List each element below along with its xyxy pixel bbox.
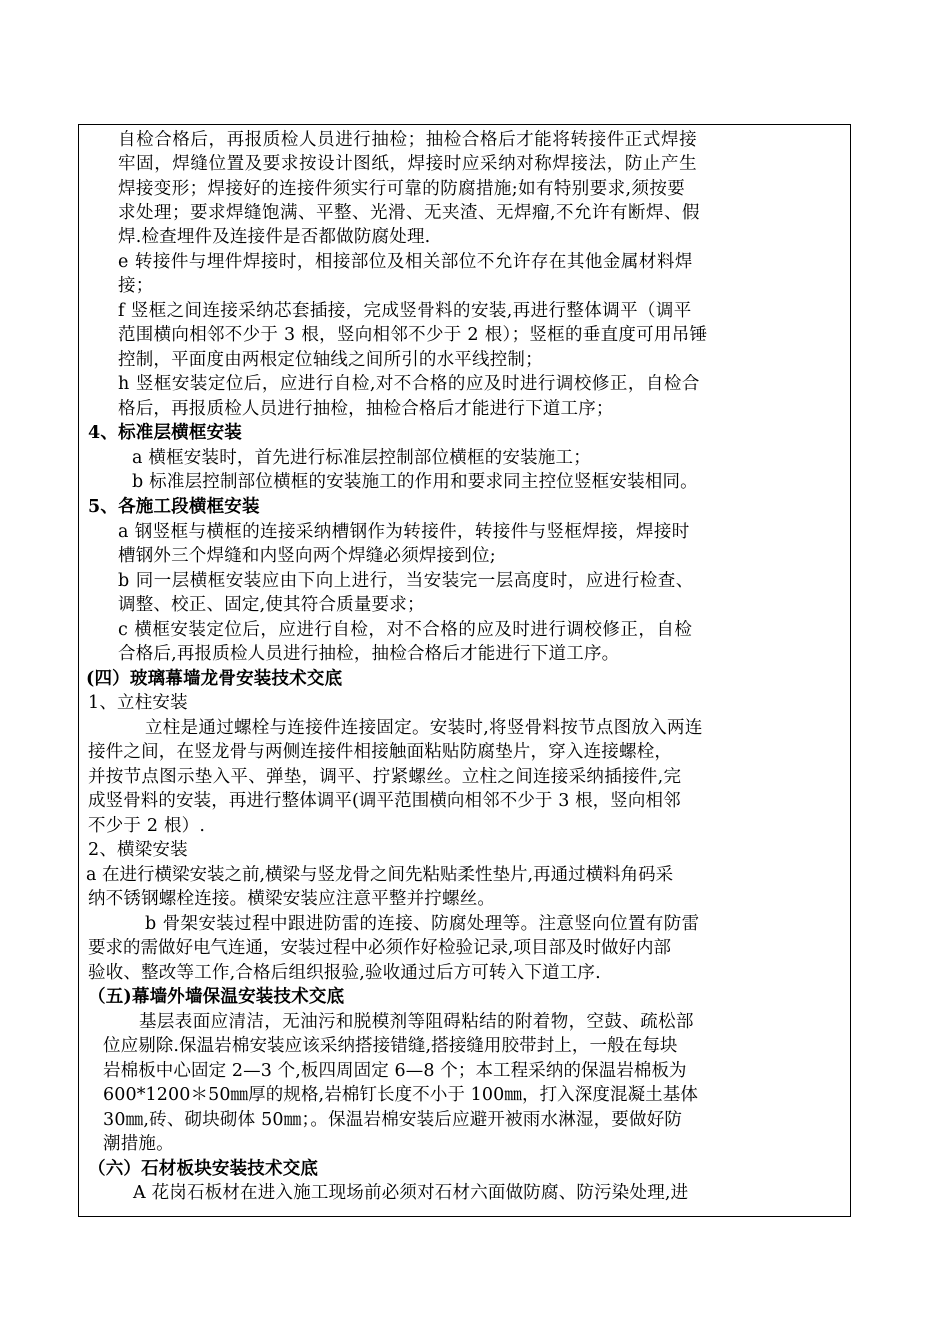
text-line: 焊接变形；焊接好的连接件须实行可靠的防腐措施;如有特别要求,须按要 (118, 179, 686, 199)
text-line: 牢固，焊缝位置及要求按设计图纸，焊接时应采纳对称焊接法，防止产生 (118, 154, 698, 174)
subsection-heading: 2、横梁安装 (88, 840, 188, 860)
section-heading: (四）玻璃幕墙龙骨安装技术交底 (86, 669, 343, 689)
text-line: 30㎜,砖、砌块砌体 50㎜；。保温岩棉安装后应避开被雨水淋湿，要做好防 (103, 1110, 683, 1130)
text-line: 并按节点图示垫入平、弹垫，调平、拧紧螺丝。立柱之间连接采纳插接件,完 (88, 767, 682, 787)
text-line: a 横框安装时，首先进行标准层控制部位横框的安装施工； (132, 448, 591, 468)
text-line: 接件之间，在竖龙骨与两侧连接件相接触面粘贴防腐垫片，穿入连接螺栓， (88, 742, 673, 762)
text-line: 槽钢外三个焊缝和内竖向两个焊缝必须焊接到位; (118, 546, 496, 566)
text-line: 要求的需做好电气连通，安装过程中必须作好检验记录,项目部及时做好内部 (88, 938, 672, 958)
text-line: 控制，平面度由两根定位轴线之间所引的水平线控制； (118, 350, 543, 370)
text-line: h 竖框安装定位后，应进行自检,对不合格的应及时进行调校修正，自检合 (118, 374, 700, 394)
text-line: b 骨架安装过程中跟进防雷的连接、防腐处理等。注意竖向位置有防雷 (145, 914, 700, 934)
text-line: 基层表面应清洁，无油污和脱模剂等阻碍粘结的附着物，空鼓、疏松部 (139, 1012, 694, 1032)
text-line: c 横框安装定位后，应进行自检，对不合格的应及时进行调校修正，自检 (118, 620, 693, 640)
text-line: e 转接件与埋件焊接时，相接部位及相关部位不允许存在其他金属材料焊 (118, 252, 693, 272)
text-line: 范围横向相邻不少于 3 根，竖向相邻不少于 2 根）；竖框的垂直度可用吊锤 (118, 325, 708, 345)
section-heading: 4、标准层横框安装 (88, 423, 242, 443)
section-heading: （六）石材板块安装技术交底 (88, 1159, 319, 1179)
text-line: A 花岗石板材在进入施工现场前必须对石材六面做防腐、防污染处理,进 (133, 1183, 689, 1203)
text-line: a 在进行横梁安装之前,横梁与竖龙骨之间先粘贴柔性垫片,再通过横料角码采 (86, 865, 674, 885)
text-line: a 钢竖框与横框的连接采纳槽钢作为转接件，转接件与竖框焊接，焊接时 (118, 522, 690, 542)
text-line: 求处理；要求焊缝饱满、平整、光滑、无夹渣、无焊瘤,不允许有断焊、假 (118, 203, 701, 223)
text-line: 合格后,再报质检人员进行抽检，抽检合格后才能进行下道工序。 (118, 644, 620, 664)
text-line: 潮措施。 (103, 1134, 174, 1154)
text-line: 焊.检查埋件及连接件是否都做防腐处理. (118, 227, 431, 247)
text-line: 纳不锈钢螺栓连接。横梁安装应注意平整并拧螺丝。 (88, 889, 496, 909)
text-line: 成竖骨料的安装，再进行整体调平(调平范围横向相邻不少于 3 根，竖向相邻 (88, 791, 681, 811)
text-line: b 同一层横框安装应由下向上进行，当安装完一层高度时，应进行检查、 (118, 571, 694, 591)
text-line: 600*1200＊50㎜厚的规格,岩棉钉长度不小于 100㎜，打入深度混凝土基体 (103, 1085, 698, 1105)
text-line: f 竖框之间连接采纳芯套插接，完成竖骨料的安装,再进行整体调平（调平 (118, 301, 692, 321)
text-line: 位应剔除.保温岩棉安装应该采纳搭接错缝,搭接缝用胶带封上，一般在每块 (103, 1036, 678, 1056)
text-line: 调整、校正、固定,使其符合质量要求； (118, 595, 425, 615)
text-line: 接； (118, 276, 154, 296)
text-line: b 标准层控制部位横框的安装施工的作用和要求同主控位竖框安装相同。 (132, 472, 698, 492)
text-line: 验收、整改等工作,合格后组织报验,验收通过后方可转入下道工序. (88, 963, 601, 983)
text-line: 立柱是通过螺栓与连接件连接固定。安装时,将竖骨料按节点图放入两连 (145, 718, 703, 738)
section-heading: 5、各施工段横框安装 (88, 497, 260, 517)
section-heading: （五)幕墙外墙保温安装技术交底 (88, 987, 345, 1007)
text-line: 格后，再报质检人员进行抽检，抽检合格后才能进行下道工序； (118, 399, 614, 419)
text-line: 不少于 2 根）. (88, 816, 206, 836)
subsection-heading: 1、立柱安装 (88, 693, 188, 713)
text-line: 岩棉板中心固定 2—3 个,板四周固定 6—8 个；本工程采纳的保温岩棉板为 (103, 1061, 687, 1081)
text-line: 自检合格后，再报质检人员进行抽检；抽检合格后才能将转接件正式焊接 (118, 130, 698, 150)
